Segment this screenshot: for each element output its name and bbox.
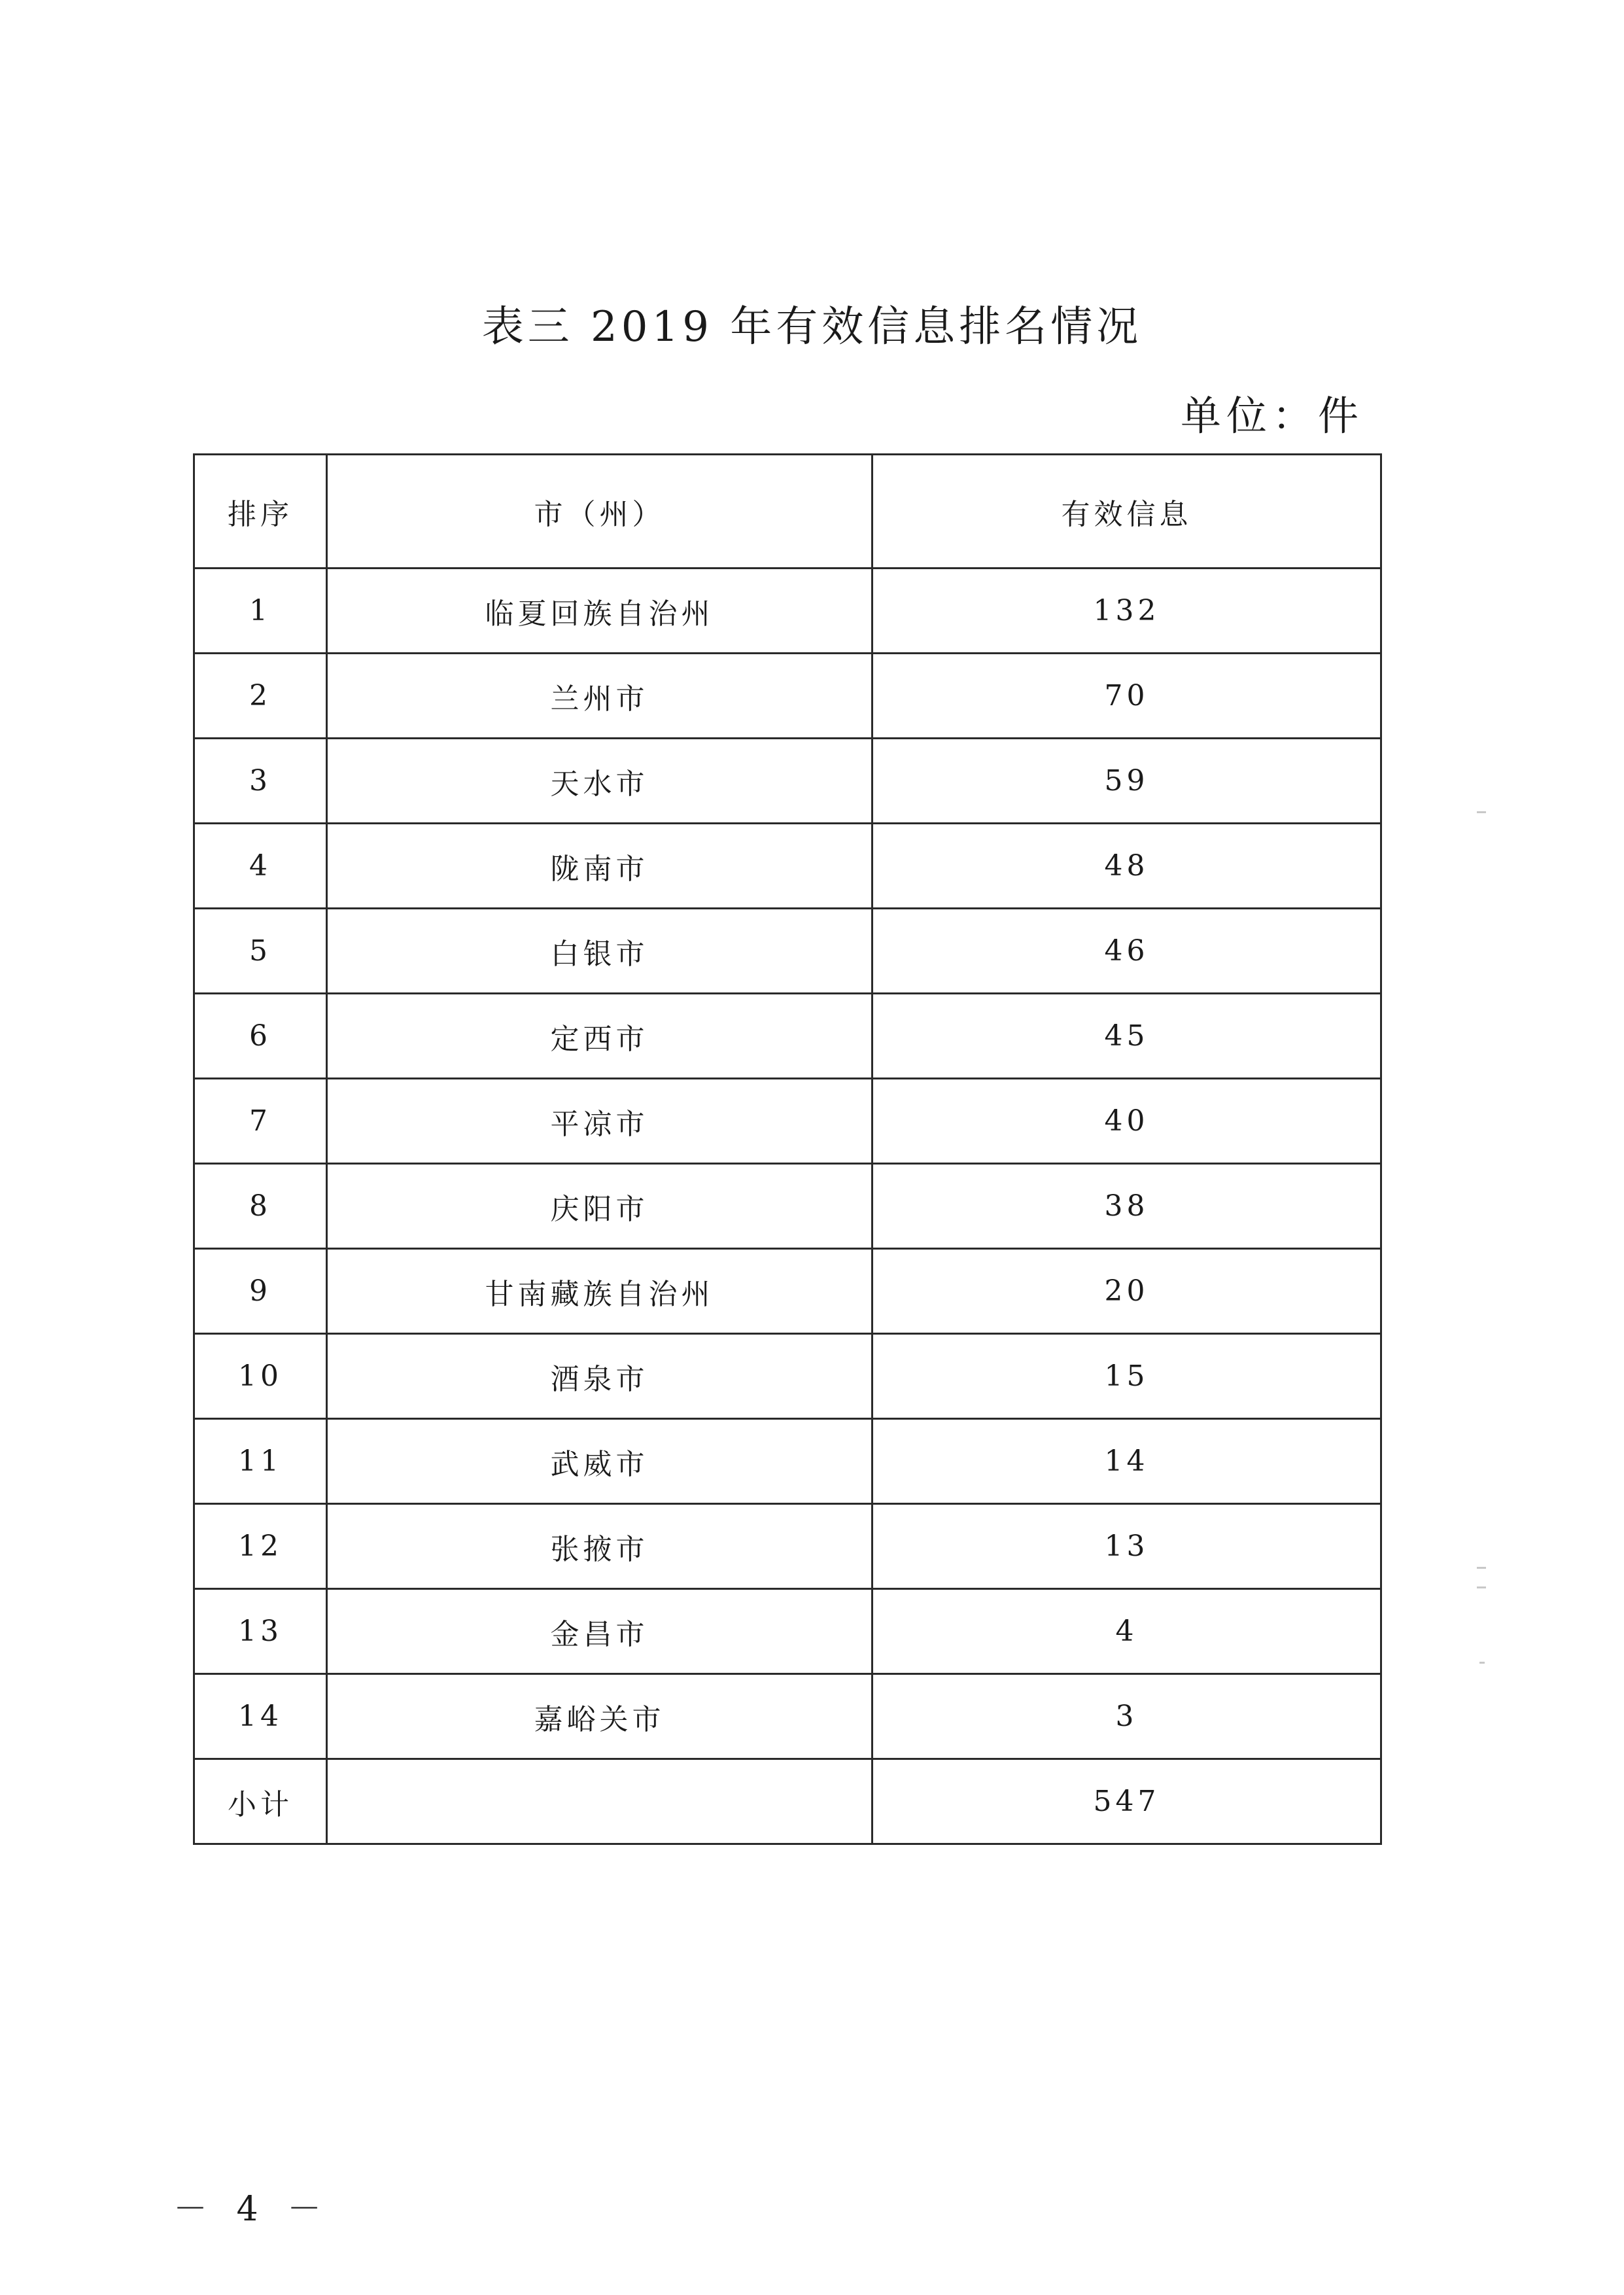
total-count-cell: 547 bbox=[872, 1759, 1381, 1844]
scan-speck bbox=[1477, 1586, 1486, 1588]
rank-cell: 4 bbox=[194, 824, 327, 909]
table-row bbox=[194, 654, 1381, 739]
city-cell: 甘南藏族自治州 bbox=[327, 1249, 872, 1334]
table-row bbox=[194, 1164, 1381, 1249]
total-label-cell: 小计 bbox=[194, 1759, 327, 1844]
city-cell: 定西市 bbox=[327, 994, 872, 1079]
table-row bbox=[194, 739, 1381, 824]
table-row bbox=[194, 569, 1381, 654]
city-cell: 庆阳市 bbox=[327, 1164, 872, 1249]
rank-cell: 3 bbox=[194, 739, 327, 824]
rank-cell: 14 bbox=[194, 1674, 327, 1759]
city-cell: 张掖市 bbox=[327, 1504, 872, 1589]
count-cell: 13 bbox=[872, 1504, 1381, 1589]
city-cell: 白银市 bbox=[327, 909, 872, 994]
scan-speck bbox=[1479, 1662, 1485, 1664]
city-cell: 金昌市 bbox=[327, 1589, 872, 1674]
count-cell: 70 bbox=[872, 654, 1381, 739]
rank-cell: 1 bbox=[194, 569, 327, 654]
table-row bbox=[194, 1249, 1381, 1334]
city-cell: 武威市 bbox=[327, 1419, 872, 1504]
rank-cell: 9 bbox=[194, 1249, 327, 1334]
table-row bbox=[194, 1419, 1381, 1504]
total-city-cell bbox=[327, 1759, 872, 1844]
count-cell: 45 bbox=[872, 994, 1381, 1079]
unit-label: 单位：件 bbox=[1180, 392, 1364, 440]
count-cell: 15 bbox=[872, 1334, 1381, 1419]
rank-cell: 6 bbox=[194, 994, 327, 1079]
table-row bbox=[194, 1589, 1381, 1674]
table-row bbox=[194, 824, 1381, 909]
header-city: 市（州） bbox=[327, 455, 872, 569]
rank-cell: 13 bbox=[194, 1589, 327, 1674]
rank-cell: 12 bbox=[194, 1504, 327, 1589]
city-cell: 兰州市 bbox=[327, 654, 872, 739]
rank-cell: 2 bbox=[194, 654, 327, 739]
rank-cell: 11 bbox=[194, 1419, 327, 1504]
table-row bbox=[194, 994, 1381, 1079]
city-cell: 酒泉市 bbox=[327, 1334, 872, 1419]
rank-cell: 8 bbox=[194, 1164, 327, 1249]
city-cell: 嘉峪关市 bbox=[327, 1674, 872, 1759]
header-rank: 排序 bbox=[194, 455, 327, 569]
count-cell: 40 bbox=[872, 1079, 1381, 1164]
table-row bbox=[194, 1334, 1381, 1419]
total-row bbox=[194, 1759, 1381, 1844]
page-number: － 4 － bbox=[173, 2190, 331, 2229]
city-cell: 平凉市 bbox=[327, 1079, 872, 1164]
rank-cell: 10 bbox=[194, 1334, 327, 1419]
count-cell: 14 bbox=[872, 1419, 1381, 1504]
table-row bbox=[194, 1674, 1381, 1759]
table-row bbox=[194, 1079, 1381, 1164]
city-cell: 陇南市 bbox=[327, 824, 872, 909]
scan-speck bbox=[1477, 811, 1486, 813]
rank-cell: 7 bbox=[194, 1079, 327, 1164]
scan-speck bbox=[1477, 1567, 1486, 1569]
table-header-row bbox=[194, 455, 1381, 569]
count-cell: 132 bbox=[872, 569, 1381, 654]
count-cell: 59 bbox=[872, 739, 1381, 824]
count-cell: 4 bbox=[872, 1589, 1381, 1674]
rank-cell: 5 bbox=[194, 909, 327, 994]
table-row bbox=[194, 909, 1381, 994]
header-count: 有效信息 bbox=[872, 455, 1381, 569]
count-cell: 3 bbox=[872, 1674, 1381, 1759]
count-cell: 46 bbox=[872, 909, 1381, 994]
ranking-table bbox=[193, 453, 1382, 1845]
page-title: 表三 2019 年有效信息排名情况 bbox=[481, 303, 1143, 351]
count-cell: 38 bbox=[872, 1164, 1381, 1249]
table-row bbox=[194, 1504, 1381, 1589]
count-cell: 48 bbox=[872, 824, 1381, 909]
count-cell: 20 bbox=[872, 1249, 1381, 1334]
city-cell: 临夏回族自治州 bbox=[327, 569, 872, 654]
city-cell: 天水市 bbox=[327, 739, 872, 824]
